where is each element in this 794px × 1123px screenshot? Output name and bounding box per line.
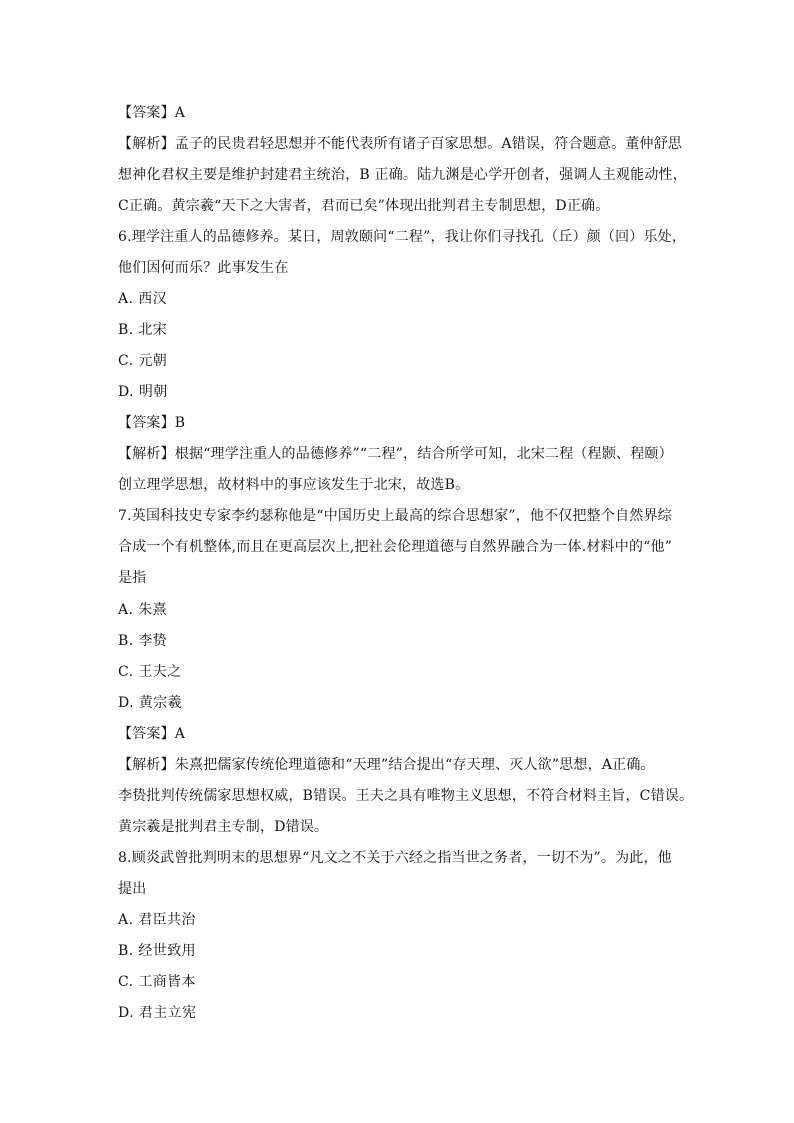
analysis-line: 【解析】根据“理学注重人的品德修养”“二程”，结合所学可知，北宋二程（程颢、程颐） xyxy=(118,446,673,462)
option-c: C. 元朝 xyxy=(118,353,168,369)
analysis-line: C正确。黄宗羲“天下之大害者，君而已矣”体现出批判君主专制思想，D正确。 xyxy=(118,198,610,214)
analysis-line: 创立理学思想，故材料中的事应该发生于北宋，故选B。 xyxy=(118,477,470,493)
option-a: A. 朱熹 xyxy=(118,602,168,618)
option-b: B. 李贽 xyxy=(118,633,168,649)
option-a: A. 君臣共治 xyxy=(118,912,196,928)
analysis-line: 想神化君权主要是维护封建君主统治，B 正确。陆九渊是心学开创者，强调人主观能动性， xyxy=(118,167,687,183)
option-b: B. 北宋 xyxy=(118,322,168,338)
analysis-line: 【解析】孟子的民贵君轻思想并不能代表所有诸子百家思想。A错误，符合题意。董仲舒思 xyxy=(118,136,683,152)
option-c: C. 工商皆本 xyxy=(118,974,196,990)
option-d: D. 明朝 xyxy=(118,384,168,400)
question-stem: 是指 xyxy=(118,570,147,586)
option-c: C. 王夫之 xyxy=(118,664,182,680)
analysis-line: 【解析】朱熹把儒家传统伦理道德和“天理”结合提出“存天理、灭人欲”思想，A正确。 xyxy=(118,757,655,773)
question-stem: 合成一个有机整体,而且在更高层次上,把社会伦理道德与自然界融合为一体.材料中的“他” xyxy=(118,539,673,555)
analysis-line: 李贽批判传统儒家思想权威，B错误。王夫之具有唯物主义思想，不符合材料主旨，C错误。 xyxy=(118,788,694,804)
answer-line: 【答案】A xyxy=(118,105,186,121)
analysis-line: 黄宗羲是批判君主专制，D错误。 xyxy=(118,819,329,835)
question-stem: 6.理学注重人的品德修养。某日，周敦颐问“二程”，我让你们寻找孔（丘）颜（回）乐处， xyxy=(118,229,687,245)
option-d: D. 君主立宪 xyxy=(118,1005,197,1021)
option-d: D. 黄宗羲 xyxy=(118,695,183,711)
question-stem: 他们因何而乐？此事发生在 xyxy=(118,260,289,276)
question-stem: 7.英国科技史专家李约瑟称他是“中国历史上最高的综合思想家”，他不仅把整个自然界综 xyxy=(118,508,672,524)
answer-line: 【答案】B xyxy=(118,415,186,431)
option-a: A. 西汉 xyxy=(118,291,168,307)
question-stem: 8.顾炎武曾批判明末的思想界“凡文之不关于六经之指当世之务者，一切不为”。为此，他 xyxy=(118,850,672,866)
answer-line: 【答案】A xyxy=(118,726,186,742)
option-b: B. 经世致用 xyxy=(118,943,196,959)
question-stem: 提出 xyxy=(118,881,147,897)
